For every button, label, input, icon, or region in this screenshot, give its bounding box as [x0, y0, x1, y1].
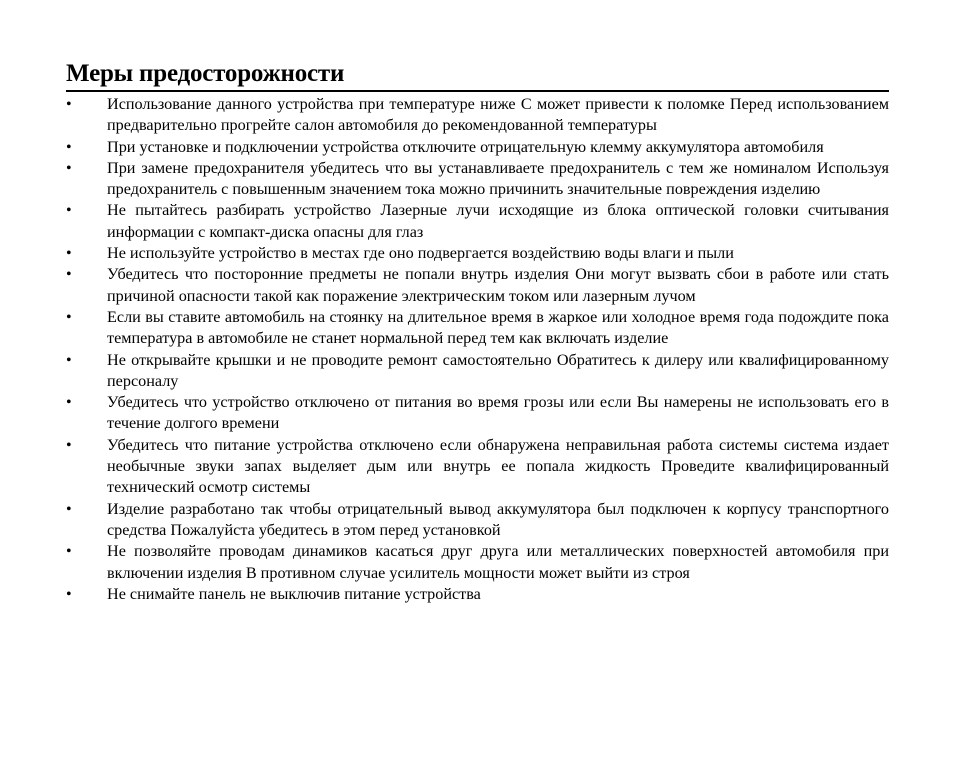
list-item-text: Не пытайтесь разбирать устройство Лазерные лучи исходящие из блока оптической головки считывания информации с компакт-диска опасны для глаз — [107, 201, 889, 241]
list-item — [66, 264, 889, 307]
bullet-icon: • — [66, 159, 72, 177]
list-item — [66, 435, 889, 499]
list-item — [66, 541, 889, 584]
list-item-text: При установке и подключении устройства отключите отрицательную клемму аккумулятора автомобиля — [107, 137, 824, 156]
document-page — [66, 58, 889, 605]
bullet-icon: • — [66, 266, 72, 284]
list-item-text: Не используйте устройство в местах где оно подвергается воздействию воды влаги и пыли — [107, 244, 734, 263]
list-item — [66, 392, 889, 435]
list-item-text: Не открывайте крышки и не проводите ремонт самостоятельно Обратитесь к дилеру или квалифицированному персоналу — [107, 350, 889, 390]
list-item-text: Изделие разработано так чтобы отрицательный вывод аккумулятора был подключен к корпусу транспортного средства Пожалуйста убедитесь в этом перед установкой — [107, 499, 889, 539]
bullet-icon: • — [66, 308, 72, 326]
list-item-text: При замене предохранителя убедитесь что вы устанавливаете предохранитель с тем же номиналом Используя предохранитель с повышенным значением тока можно причинить значительные повреждения изделию — [107, 158, 889, 199]
list-item — [66, 350, 889, 393]
bullet-icon: • — [66, 543, 72, 561]
bullet-icon: • — [66, 245, 72, 263]
list-item-text: Убедитесь что посторонние предметы не попали внутрь изделия Они могут вызвать сбои в работе или стать причиной опасности такой как поражение электрическим током или лазерным лучом — [107, 265, 889, 305]
list-item — [66, 200, 889, 243]
bullet-icon: • — [66, 500, 72, 518]
list-item-text: Использование данного устройства при температуре ниже С может привести к поломке Перед использованием предварительно прогрейте салон автомобиля до рекомендованной температуры — [107, 95, 889, 135]
bullet-icon: • — [66, 436, 72, 454]
list-item — [66, 307, 889, 350]
list-item-text: Если вы ставите автомобиль на стоянку на длительное время в жаркое или холодное время года подождите пока температура в автомобиле не станет нормальной перед тем как включать изделие — [107, 307, 889, 348]
bullet-icon: • — [66, 138, 72, 156]
list-item-text: Не позволяйте проводам динамиков касаться друг друга или металлических поверхностей автомобиля при включении изделия В противном случае усилитель мощности может выйти из строя — [107, 542, 889, 582]
list-item — [66, 243, 889, 264]
list-item — [66, 94, 889, 137]
list-item — [66, 137, 889, 158]
list-item-text: Не снимайте панель не выключив питание устройства — [107, 584, 481, 603]
list-item — [66, 584, 889, 605]
bullet-icon: • — [66, 351, 72, 369]
list-item-text: Убедитесь что питание устройства отключено если обнаружена неправильная работа системы система издает необычные звуки запах выделяет дым или внутрь ее попала жидкость Проведите квалифицированный технический осмотр системы — [107, 435, 889, 497]
list-item — [66, 158, 889, 201]
precautions-list — [66, 94, 889, 605]
bullet-icon: • — [66, 585, 72, 603]
bullet-icon: • — [66, 96, 72, 113]
list-item-text: Убедитесь что устройство отключено от питания во время грозы или если Вы намерены не использовать его в течение долгого времени — [107, 393, 889, 433]
bullet-icon: • — [66, 202, 72, 220]
page-title: Меры предосторожности — [66, 58, 889, 92]
bullet-icon: • — [66, 394, 72, 412]
list-item — [66, 499, 889, 542]
